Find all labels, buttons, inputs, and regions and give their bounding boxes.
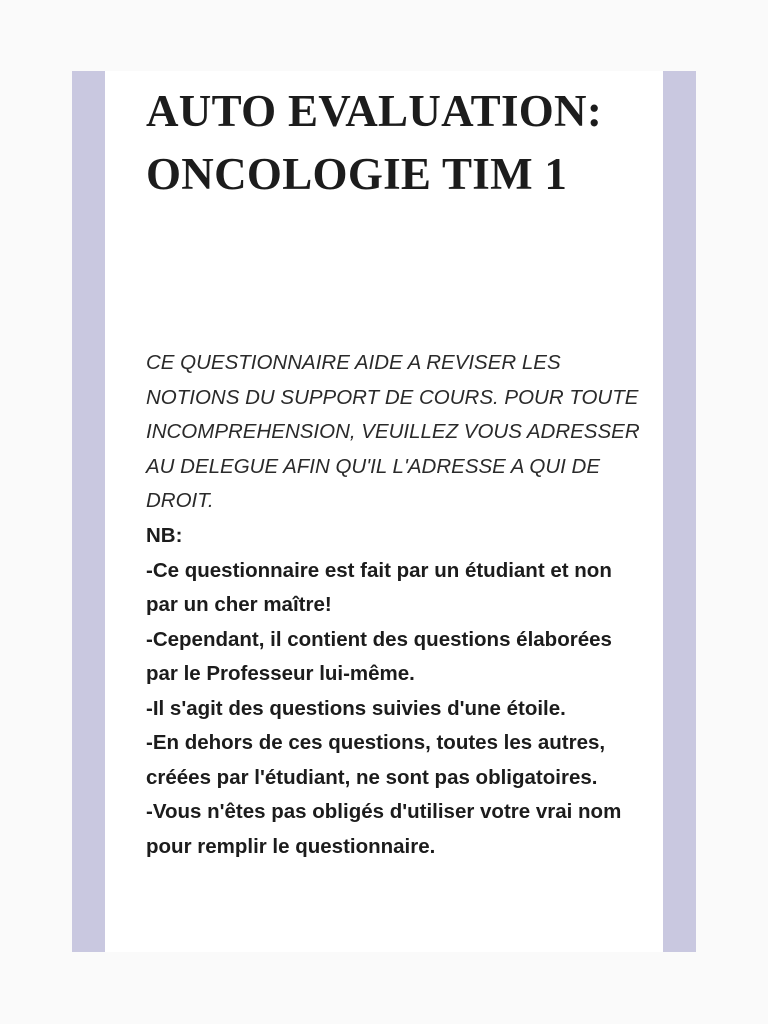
notes-section	[146, 519, 636, 864]
left-decorative-bar	[72, 71, 105, 952]
note-item: -Vous n'êtes pas obligés d'utiliser votre vrai nom pour remplir le questionnaire.	[146, 800, 622, 858]
note-item: -Il s'agit des questions suivies d'une étoile.	[146, 696, 566, 720]
intro-paragraph: CE QUESTIONNAIRE AIDE A REVISER LES NOTIONS DU SUPPORT DE COURS. POUR TOUTE INCOMPREHENSION, VEUILLEZ VOUS ADRESSER AU DELEGUE AFIN QU'IL L'ADRESSE A QUI DE DROIT.	[146, 351, 640, 512]
note-item: -Cependant, il contient des questions élaborées par le Professeur lui-même.	[146, 627, 612, 685]
note-item: -Ce questionnaire est fait par un étudiant et non par un cher maître!	[146, 558, 612, 616]
note-item: -En dehors de ces questions, toutes les autres, créées par l'étudiant, ne sont pas obligatoires.	[146, 731, 606, 789]
nb-label: NB:	[146, 524, 183, 547]
page-title: AUTO EVALUATION: ONCOLOGIE TIM 1	[146, 86, 603, 199]
right-decorative-bar	[663, 71, 696, 952]
